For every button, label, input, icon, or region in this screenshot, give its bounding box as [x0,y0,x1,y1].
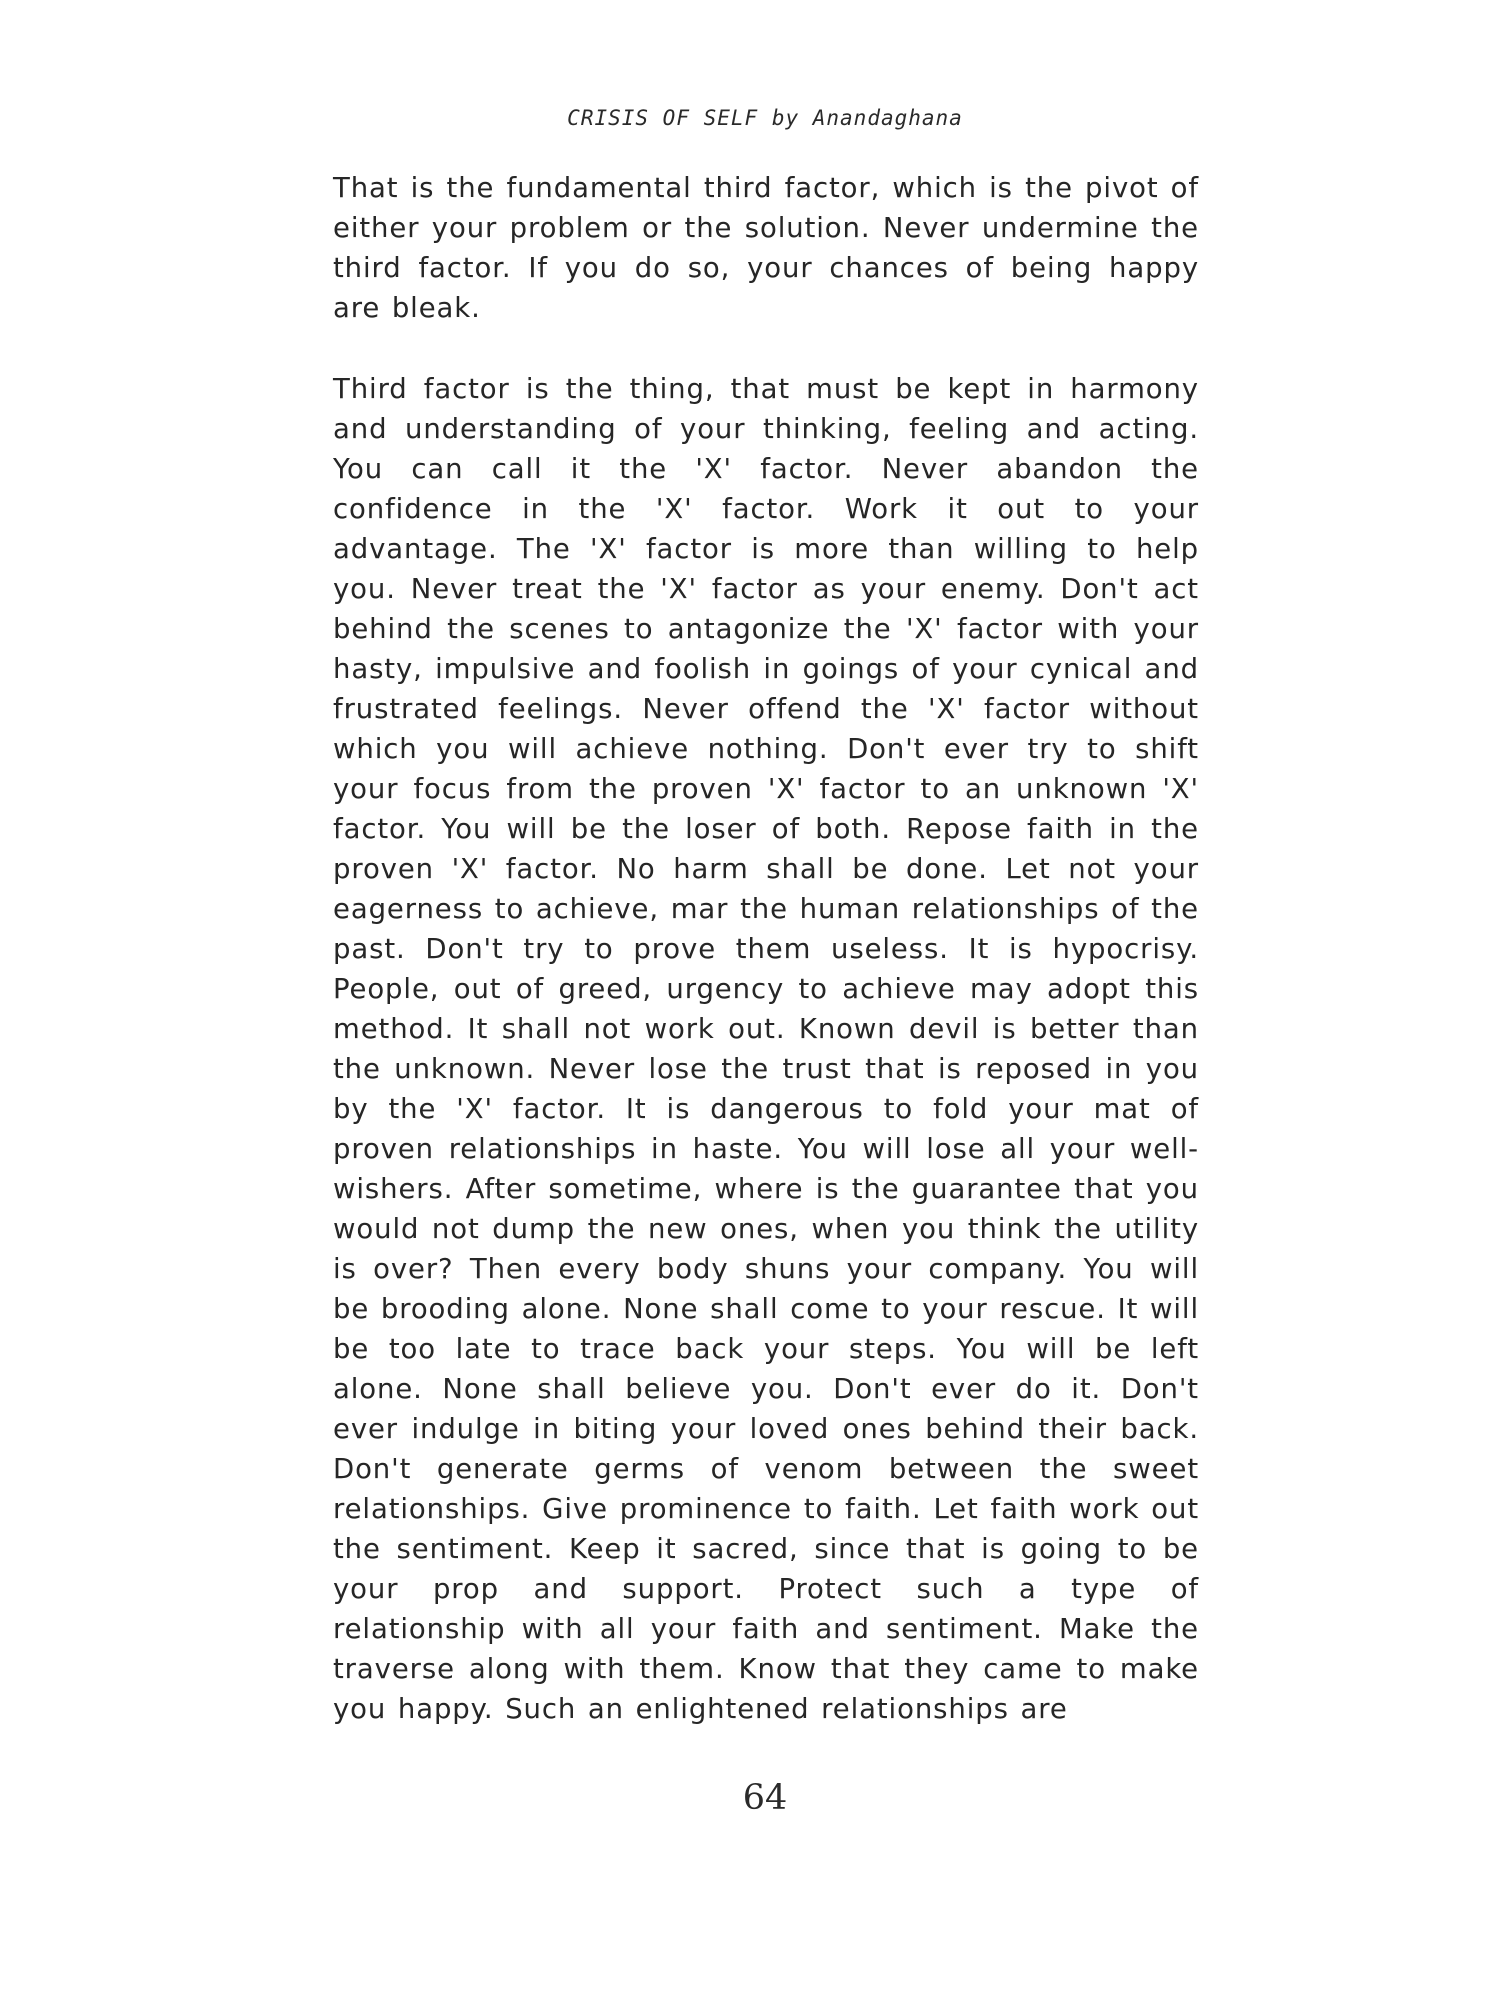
paragraph-third-factor-intro: That is the fundamental third factor, which is the pivot of either your problem or the solution. Never undermine the third factor. If you do so, your chances of being happy are bleak. [333,172,1199,324]
paragraph-x-factor: Third factor is the thing, that must be kept in harmony and understanding of your thinking, feeling and acting. You can call it the 'X' factor. Never abandon the confidence in the 'X' factor. Work it out to your advantage. The 'X' factor is more than willing to help you. Never treat the 'X' factor as your enemy. Don't act behind the scenes to antagonize the 'X' factor with your hasty, impulsive and foolish in goings of your cynical and frustrated feelings. Never offend the 'X' factor without which you will achieve nothing. Don't ever try to shift your focus from the proven 'X' factor to an unknown 'X' factor. You will be the loser of both. Repose faith in the proven 'X' factor. No harm shall be done. Let not your eagerness to achieve, mar the human relationships of the past. Don't try to prove them useless. It is hypocrisy. People, out of greed, urgency to achieve may adopt this method. It shall not work out. Known devil is better than the unknown. Never lose the trust that is reposed in you by the 'X' factor. It is dangerous to fold your mat of proven relationships in haste. You will lose all your well-wishers. After sometime, where is the guarantee that you would not dump the new ones, when you think the utility is over? Then every body shuns your company. You will be brooding alone. None shall come to your rescue. It will be too late to trace back your steps. You will be left alone. None shall believe you. Don't ever do it. Don't ever indulge in biting your loved ones behind their back. Don't generate germs of venom between the sweet relationships. Give prominence to faith. Let faith work out the sentiment. Keep it sacred, since that is going to be your prop and support. Protect such a type of relationship with all your faith and sentiment. Make the traverse along with them. Know that they came to make you happy. Such an enlightened relationships are [333,373,1199,1725]
page-number: 64 [742,1778,788,1818]
running-header: CRISIS OF SELF by Anandaghana [567,106,963,130]
